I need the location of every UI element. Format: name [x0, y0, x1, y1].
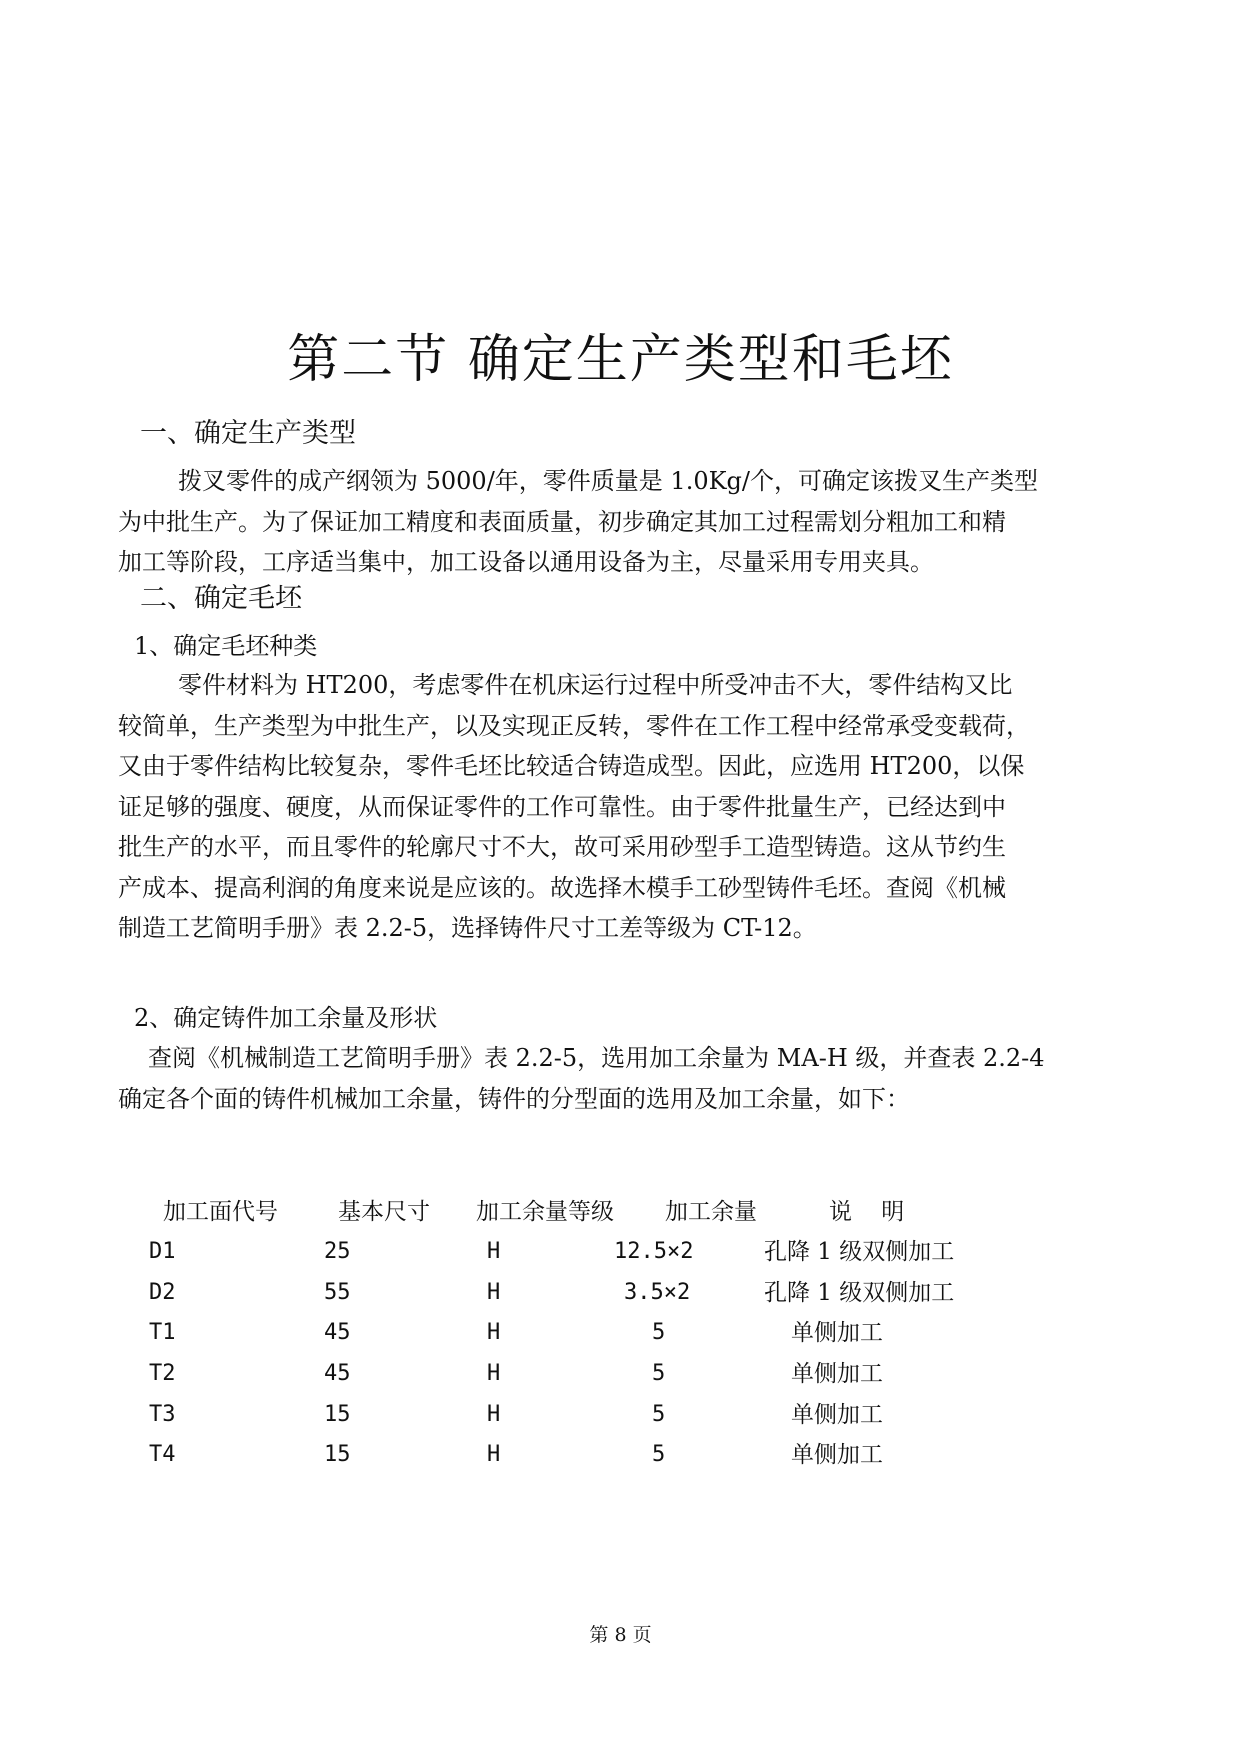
table-cell: 单侧加工 — [791, 1361, 883, 1387]
table-cell: T1 — [149, 1320, 176, 1345]
paragraph-line: 加工等阶段，工序适当集中，加工设备以通用设备为主，尽量采用专用夹具。 — [118, 548, 934, 576]
paragraph-line: 拨叉零件的成产纲领为 5000/年，零件质量是 1.0Kg/个，可确定该拨叉生产类型 — [178, 467, 1038, 495]
table-cell: 孔降 1 级双侧加工 — [764, 1280, 955, 1306]
table-cell: 孔降 1 级双侧加工 — [764, 1239, 955, 1265]
table-row — [0, 1273, 1241, 1313]
table-row — [0, 1232, 1241, 1272]
table-cell: 5 — [652, 1320, 666, 1345]
table-cell: H — [487, 1320, 501, 1345]
table-header-cell: 说 明 — [829, 1199, 905, 1225]
table-row — [0, 1313, 1241, 1353]
section-heading-blank: 二、确定毛坯 — [140, 583, 302, 614]
paragraph-line: 又由于零件结构比较复杂，零件毛坯比较适合铸造成型。因此，应选用 HT200，以保 — [118, 752, 1025, 780]
table-cell: 15 — [324, 1442, 351, 1467]
table-cell: 45 — [324, 1320, 351, 1345]
page-title: 第二节 确定生产类型和毛坯 — [287, 330, 954, 390]
paragraph-line: 证足够的强度、硬度，从而保证零件的工作可靠性。由于零件批量生产，已经达到中 — [118, 792, 1006, 821]
section-heading-production-type: 一、确定生产类型 — [140, 418, 356, 449]
table-cell: 5 — [652, 1361, 666, 1386]
table-cell: D2 — [149, 1280, 176, 1305]
table-cell: 25 — [324, 1239, 351, 1264]
subsection-heading-machining-allowance: 2、确定铸件加工余量及形状 — [134, 1004, 438, 1032]
table-header-cell: 加工面代号 — [163, 1199, 278, 1225]
table-row — [0, 1435, 1241, 1475]
table-row — [0, 1395, 1241, 1435]
paragraph-line: 为中批生产。为了保证加工精度和表面质量，初步确定其加工过程需划分粗加工和精 — [118, 507, 1006, 536]
paragraph-production-type — [118, 461, 1068, 583]
table-cell: T2 — [149, 1361, 176, 1386]
table-cell: H — [487, 1402, 501, 1427]
paragraph-line: 制造工艺简明手册》表 2.2-5，选择铸件尺寸工差等级为 CT-12。 — [118, 914, 817, 942]
table-cell: 单侧加工 — [791, 1442, 883, 1468]
table-cell: H — [487, 1239, 501, 1264]
paragraph-machining-allowance — [118, 1038, 1068, 1119]
table-cell: 12.5×2 — [614, 1239, 694, 1264]
table-header-row — [0, 1192, 1241, 1232]
table-header-cell: 加工余量等级 — [476, 1199, 614, 1225]
paragraph-line: 查阅《机械制造工艺简明手册》表 2.2-5，选用加工余量为 MA-H 级，并查表 2.2-4 — [148, 1044, 1045, 1072]
paragraph-line: 零件材料为 HT200，考虑零件在机床运行过程中所受冲击不大，零件结构又比 — [178, 671, 1013, 699]
paragraph-line: 批生产的水平，而且零件的轮廓尺寸不大，故可采用砂型手工造型铸造。这从节约生 — [118, 833, 1006, 861]
table-cell: H — [487, 1361, 501, 1386]
table-cell: 55 — [324, 1280, 351, 1305]
table-header-cell: 基本尺寸 — [338, 1199, 430, 1225]
table-cell: D1 — [149, 1239, 176, 1264]
subsection-heading-blank-type: 1、确定毛坯种类 — [134, 632, 318, 660]
table-header-cell: 加工余量 — [665, 1199, 757, 1225]
paragraph-line: 较简单，生产类型为中批生产，以及实现正反转，零件在工作工程中经常承受变载荷， — [118, 711, 1030, 740]
table-cell: 15 — [324, 1402, 351, 1427]
table-cell: 单侧加工 — [791, 1402, 883, 1428]
table-cell: 单侧加工 — [791, 1320, 883, 1346]
table-cell: H — [487, 1442, 501, 1467]
table-cell: T4 — [149, 1442, 176, 1467]
page-number: 第 8 页 — [589, 1624, 652, 1646]
table-row — [0, 1354, 1241, 1394]
paragraph-blank-type — [118, 665, 1068, 949]
table-cell: 5 — [652, 1402, 666, 1427]
paragraph-line: 产成本、提高利润的角度来说是应该的。故选择木模手工砂型铸件毛坯。查阅《机械 — [118, 873, 1006, 902]
paragraph-line: 确定各个面的铸件机械加工余量，铸件的分型面的选用及加工余量，如下： — [118, 1084, 910, 1113]
table-cell: 45 — [324, 1361, 351, 1386]
table-cell: T3 — [149, 1402, 176, 1427]
table-cell: 3.5×2 — [624, 1280, 691, 1305]
table-cell: 5 — [652, 1442, 666, 1467]
table-cell: H — [487, 1280, 501, 1305]
